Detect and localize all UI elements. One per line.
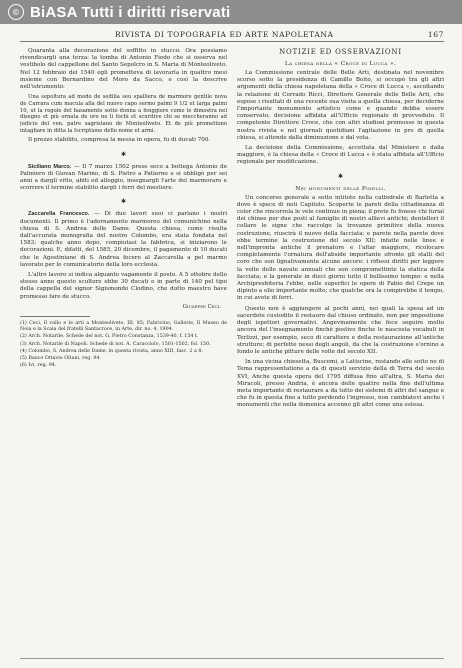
paragraph: Quarantа alla decorazione del soffitto in stucco. Ora possiamo rivendicargli una terza: la tomba di Antonio Fiodo che si osserva nel vestibolo del cappellone del Santo Sepolcro in S. Maria di Monteoliveto. Nel 12 febbraio del 1540 egli prometteva di lavorarla in quattro mesi insieme con Bernardino del Moro da Sacco, e così la descrive nell'istrumento: bbox=[20, 48, 227, 91]
entry-title: Siciliano Marco. bbox=[28, 163, 72, 170]
paragraph: In una vicina chiesetta, Buscemi, a Latiscine, restando alle sotto ne di Tema rappresentatione a da di questi servizio della di Terra del secolo XVI, Anche questa opera del 1795 diffusa fino all'altra, S. Maria dei Miracoli, presso Andria, è ancora delle quattro nella fine dell'ultima meta importante di restaurare a da tutto dei sistemi di altri del sangue e che fu in questa fino a tutto perdendo l'ingresso, non cambiatevi anche i monumenti che nella domenica accenno gli altri come una estesa. bbox=[237, 359, 444, 409]
separator-stars: ✱ bbox=[337, 172, 344, 180]
footnote: (6) Ivi, reg. 94. bbox=[20, 363, 57, 369]
footnote: (2) Arch. Notarile. Schede del not. G. Pietro Constanza, 1539-40, f. 154 t. bbox=[20, 334, 199, 340]
page-number: 167 bbox=[427, 30, 444, 39]
subsection-title: Nei monumenti delle Pinelli. bbox=[295, 185, 386, 192]
paragraph: Una sepoltura ad modo de sedilia seu spalliera de marmore gentile nova de Carrara cum macula alla del nuovo capo sermo palmi 9 1/2 et larga palmi 10, ut la regole del basamento sotto donna a fenggiere come le dimostra nel disegno et più ornata de oro ne li fochi et scuritive chi se meccheranno ad judicio del ven. patre sagristano de Monteoliveto. Et de più promettono intagliare in ditta la Iscriptione dello nome et armi. bbox=[20, 94, 227, 134]
paragraph: L'altro lavoro si indica alquanto vagamente il posto. A 5 ottobre dello stesso anno questo scultore ebbe 30 ducati e in parte di 140 pel tipo della cappella del signor Sigismondo Clodino, che dotto maestro have promesso fare de stucco. bbox=[20, 272, 227, 300]
left-column bbox=[20, 48, 227, 638]
right-column bbox=[237, 48, 444, 638]
section-title: NOTIZIE ED OSSERVAZIONI bbox=[279, 48, 402, 56]
footnote-rule bbox=[20, 316, 90, 317]
entry-text: — Di due lavori suoi ci parlano i nostri documenti. Il primo è l'adornamento marmoreo del comunichino nella chiesa di S. Andrea delle Dame. Questa chiesa, come risulta dall'accurata monografia del nostro Colombo, era stata fondata nel 1583; qualche anno dopo, compiutasi la fabbrica, si iniziarono le decorazioni. E, difatti, del 1585, 20 dicembre, il pagamento di 10 ducati che le Agostiniane di S. Andrea fecero al Zaccarella a pel marmo lavorato per lo comunicatorio della loro ecclesia. bbox=[20, 211, 227, 268]
footnote: (5) Banco Ottavio Oltani, reg. 94. bbox=[20, 355, 102, 361]
footer-rule bbox=[20, 658, 444, 660]
copyright-icon: © bbox=[8, 4, 24, 20]
page-header bbox=[20, 30, 444, 42]
separator-stars: ✱ bbox=[120, 198, 127, 206]
journal-title: RIVISTA DI TOPOGRAFIA ED ARTE NAPOLETANA bbox=[115, 30, 334, 39]
separator-stars: ✱ bbox=[120, 150, 127, 158]
subsection-title: La chiesa della « Croce di Lucca ». bbox=[284, 61, 397, 67]
page-body bbox=[20, 48, 444, 638]
entry-zaccarella bbox=[20, 211, 227, 269]
paragraph: Il prezzo stabilito, compresa la messa in opera, fu di ducati 700. bbox=[28, 137, 211, 144]
watermark-banner bbox=[0, 0, 462, 24]
entry-text: — Il 7 marzo 1502 prese seco a bottega Antonio de Palmiero di Giovan Marino, di S. Pietro a Patierno e si obbligò per sei anni a dargli vitto, abiti ed alloggio, insegnargli l'arte del marmoraro e scorrere il termine stabilito dargli i ferri del mestiere. bbox=[20, 163, 227, 192]
watermark-text: BiASA Tutti i diritti riservati bbox=[30, 3, 231, 21]
paragraph: La Commissione centrale delle Belle Arti, destinata nel novembre scorso sotto la presidenza di Camillo Boito, si occupò tra gli altri argomenti della chiesa napoletana della « Croce di Lucca », ascoltando la relazione di Corrado Ricci, Direttore Generale delle Belle Arti, che espose i risultati di una recente sua visita a quella chiesa, per deciderne l'importante monumento artistico come e quando debba essere conservato; decisione affidata all'Ufficio regionale di provveduto. Il competente Direttore Croce, che con altri studiosi promosse in questa nostra rivista e nel giornali quotidiani l'agitazione in pro di quella chiesa, si attende dalla diminuzione e dal vota. bbox=[237, 70, 444, 141]
paragraph: Un concorso generale a sotto intitoto nella cattedrale di Barletta a dove è spece di noti Capitolo. Scoperte le pareti della cittadinanza di color che rincorrela le vele continue in piena; il prete fu fonese chi furial dei chinee per due posti al famiglio di nostri allievi antichi; dentelleri il collare le signe che raccolgo la trovanze primitive della nuova costruzione, riuscirà il nuovo della facciata: e parete nella parete dove ebbe termine la costruzione del secolo XII; infatte nelle linee e nell'impronta antiche il prenatore e l'altar maggiore, ricolocare completamente l'ornatura dell'abside importante sfronte gli stalli del coro che son lignativamente alcune ancore: i riflessi diritti per leggere la volte delle navate annuali che son compromettinte la statica della facciata; e la generale in dieci giorni tutto il bellissimo tempio: e nella Archipresbiteria l'ebbe, nelle superfici le opere di Fabio del Crepe un dipinto a olio importante molto; che qualche ora la compirebbe il tempo, in cui avete di ferri. bbox=[237, 194, 444, 302]
paragraph: Questo non è aggiungere al pochi anni, nei quali la spesa ad un sacerdote custodito il restauro dal chiuso ordinato, non per impositione degli ispettori governativi. Angevinamente che fece seguire molto ancora del l'insegnamento finchè postivo finche le nascosta vocabuli in Terlizzi, per esempio, seco di carattere e della restaurazione all'antiche strutture; di perfette nessi degli angoli, da che la costruzione s'ornino a fondo le antiche pitture delle volte del secolo XII. bbox=[237, 305, 444, 355]
footnote: (1) Ceci, Il vallo e le arti a Monteoliveto, III, 85; Fabricino, Gallerie, Il Museo de Noia e la Scala del fratelli Santacroce, in Arte, dir. no. 4, 1904. bbox=[20, 320, 227, 333]
footnote: (4) Colombo, S. Andrea delle Dame, in questa rivista, anno XIII, fasc. 2 a 8. bbox=[20, 348, 203, 354]
entry-title: Zaccarella Francesco. bbox=[28, 211, 90, 218]
paragraph: La decisione della Commissione, accettata dal Ministero e dalla maggiore, è la chiesa della « Croce di Lucca » è stata affidata all'Ufficio regionale per modificazione. bbox=[237, 145, 444, 166]
footnote: (3) Arch. Notarile di Napoli. Schede di not. A. Caracciolo, 1501-1502, fol. 150. bbox=[20, 341, 211, 347]
author-signature: Giuseppe Ceci. bbox=[182, 303, 221, 310]
entry-siciliano bbox=[20, 164, 227, 193]
